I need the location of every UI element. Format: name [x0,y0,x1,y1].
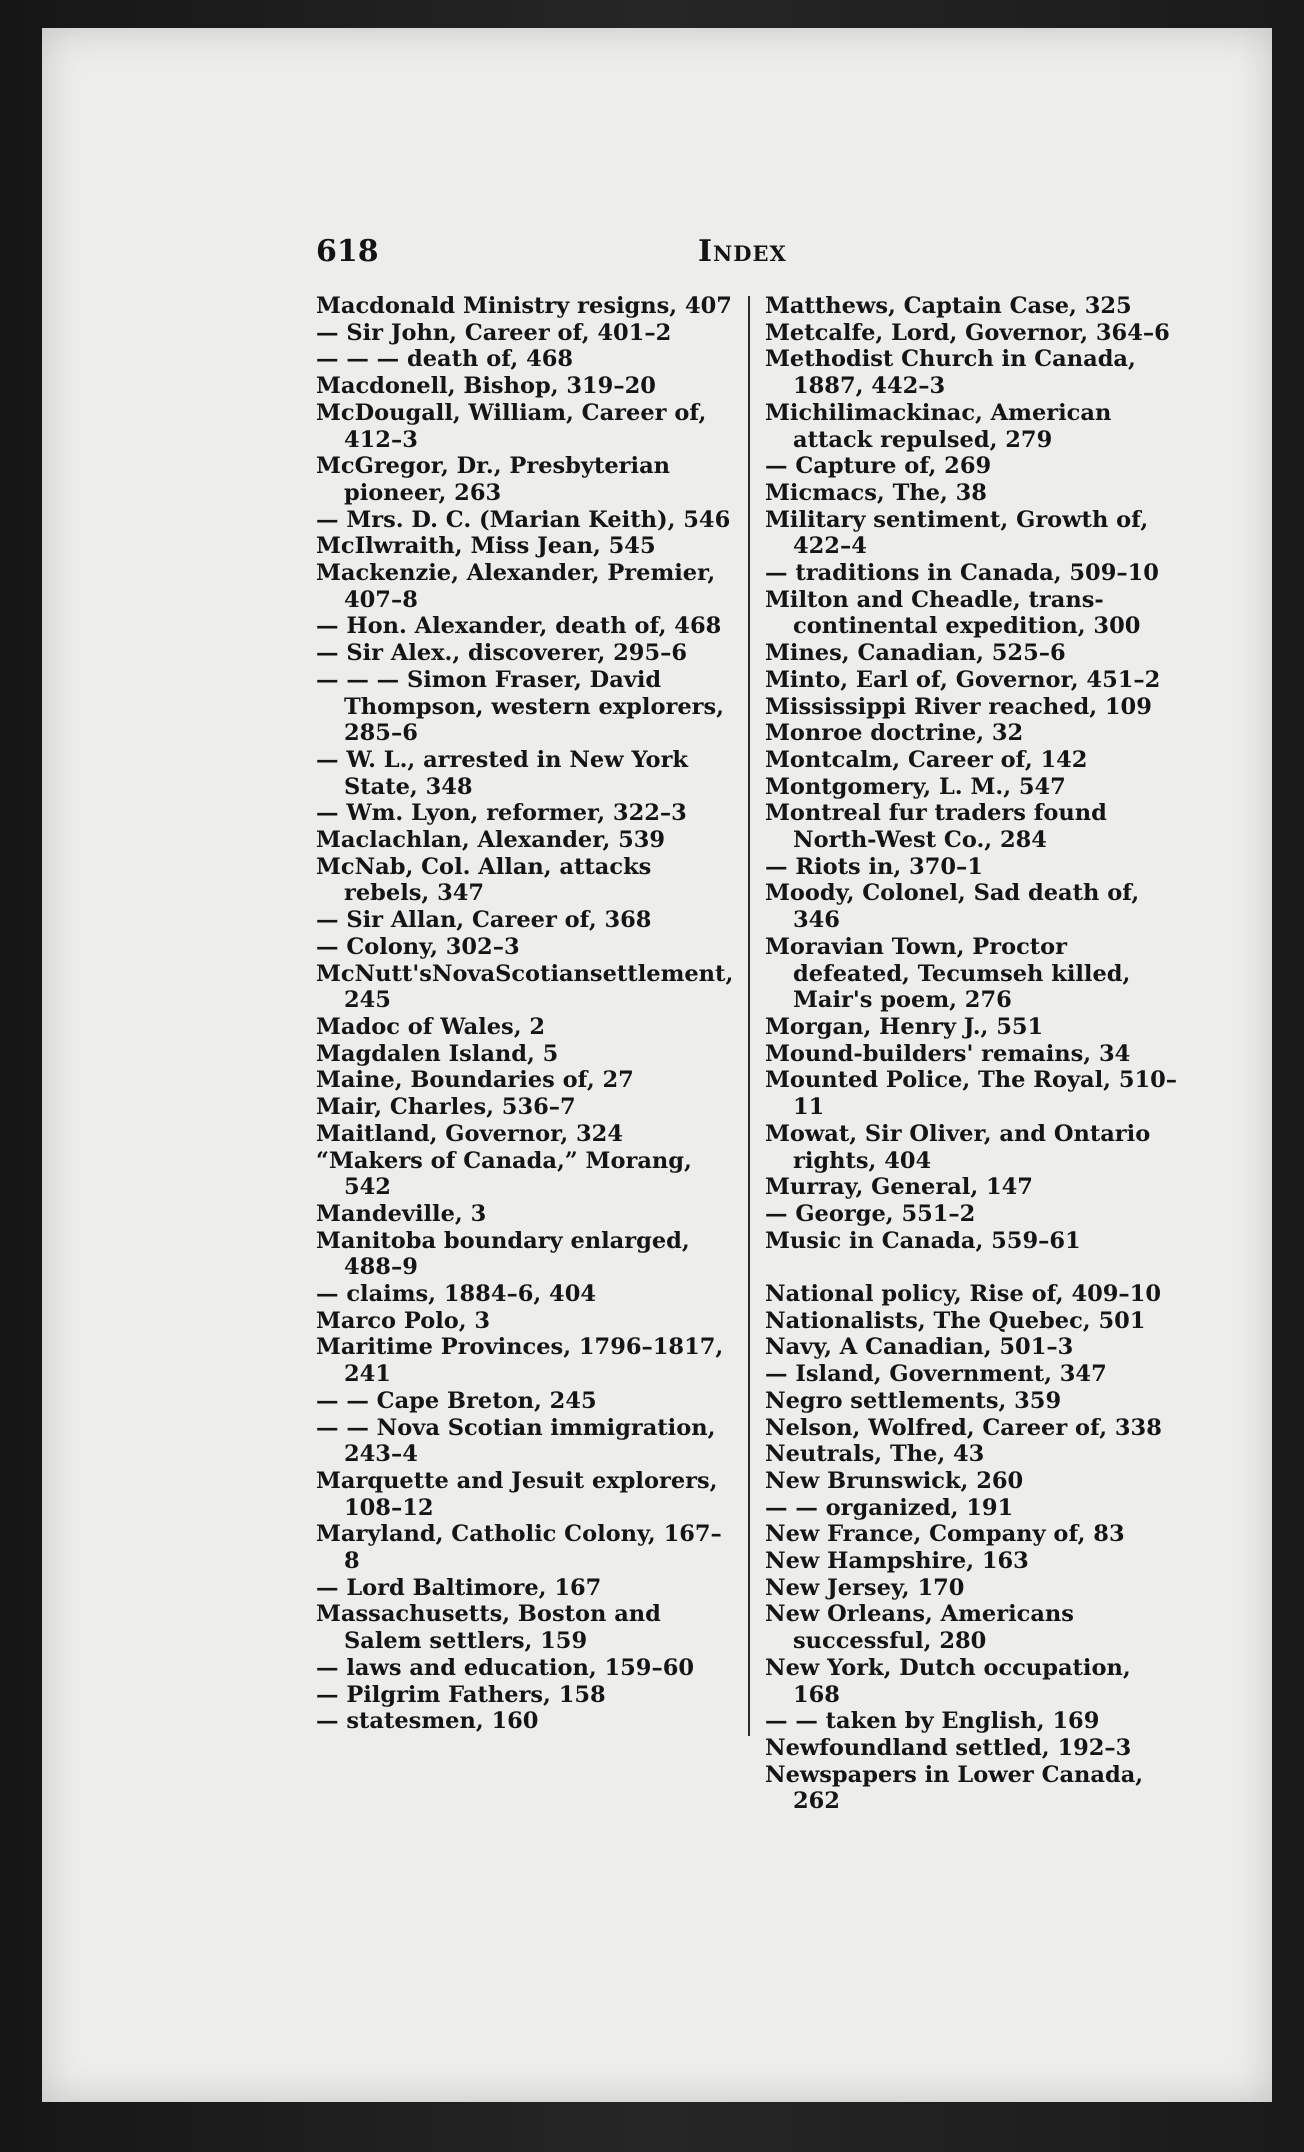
index-entry: New York, Dutch occupation, 168 [765,1654,1131,1708]
index-entry: “Makers of Canada,” Morang, 542 [316,1147,692,1201]
index-entry: Magdalen Island, 5 [316,1040,559,1067]
index-entry: New Hampshire, 163 [765,1548,1029,1575]
index-entry: McDougall, William, Career of, 412–3 [316,399,707,453]
index-entry: Maitland, Governor, 324 [316,1120,623,1147]
index-entry: Mines, Canadian, 525–6 [765,640,1066,667]
index-entry: — Sir Alex., discoverer, 295–6 [316,640,688,667]
index-entry: Navy, A Canadian, 501–3 [765,1334,1074,1361]
index-entry: — — Nova Scotian immigration, 243–4 [316,1414,716,1468]
index-entry: Methodist Church in Canada, 1887, 442–3 [765,346,1136,400]
index-entry: Maine, Boundaries of, 27 [316,1067,634,1094]
index-entry: Music in Canada, 559–61 [765,1227,1081,1254]
index-entry: Marco Polo, 3 [316,1307,491,1334]
index-entry: Montcalm, Career of, 142 [765,746,1088,773]
index-entry: New France, Company of, 83 [765,1521,1125,1548]
index-entry: Macdonell, Bishop, 319–20 [316,373,656,400]
index-entry: Murray, General, 147 [765,1174,1033,1201]
index-entry: Morgan, Henry J., 551 [765,1013,1044,1040]
index-entry: New Brunswick, 260 [765,1467,1024,1494]
index-entry: — Wm. Lyon, reformer, 322–3 [316,800,687,827]
index-entry: — Colony, 302–3 [316,933,520,960]
index-entry: — Hon. Alexander, death of, 468 [316,613,722,640]
page-header [316,234,796,274]
index-entry: — Riots in, 370–1 [765,853,983,880]
index-entry: — Island, Government, 347 [765,1361,1107,1388]
page-number: 618 [316,234,379,269]
index-entry: National policy, Rise of, 409–10 [765,1281,1161,1307]
index-entry: — Mrs. D. C. (Marian Keith), 546 [316,506,731,533]
index-entry: Newfoundland settled, 192–3 [765,1734,1132,1761]
index-entry: New Jersey, 170 [765,1574,965,1601]
index-entry: — Sir John, Career of, 401–2 [316,319,672,346]
index-entry: Michilimackinac, American attack repulsed, 279 [765,399,1112,453]
index-column-right [765,293,1183,1815]
index-entry: — claims, 1884–6, 404 [316,1281,597,1308]
index-entry [765,1254,1183,1281]
index-entry: Manitoba boundary enlarged, 488–9 [316,1227,690,1281]
index-entry: Maritime Provinces, 1796–1817, 241 [316,1334,724,1388]
index-entry: McNab, Col. Allan, attacks rebels, 347 [316,853,652,907]
index-entry: Mississippi River reached, 109 [765,693,1152,720]
index-entry: Maclachlan, Alexander, 539 [316,827,666,854]
index-entry: — statesmen, 160 [316,1708,539,1735]
index-entry: — — organized, 191 [765,1494,1014,1521]
index-entry: Matthews, Captain Case, 325 [765,293,1132,319]
index-entry: McNutt'sNovaScotiansettlement, 245 [316,960,734,1014]
index-entry: Madoc of Wales, 2 [316,1013,546,1040]
index-entry: Negro settlements, 359 [765,1387,1062,1414]
index-entry: Mounted Police, The Royal, 510–11 [765,1067,1178,1121]
index-entry: Nelson, Wolfred, Career of, 338 [765,1414,1162,1441]
index-entry: — — taken by English, 169 [765,1708,1100,1735]
running-head: Index [698,234,787,269]
index-entry: — Sir Allan, Career of, 368 [316,907,652,934]
index-entry: Minto, Earl of, Governor, 451–2 [765,666,1161,693]
index-entry: McIlwraith, Miss Jean, 545 [316,533,656,560]
index-entry: Macdonald Ministry resigns, 407 [316,293,732,319]
index-entry: Neutrals, The, 43 [765,1441,985,1468]
index-entry: Mackenzie, Alexander, Premier, 407–8 [316,560,716,613]
index-entry: Moravian Town, Proctor defeated, Tecumseh killed, Mair's poem, 276 [765,933,1131,1014]
index-entry: — W. L., arrested in New York State, 348 [316,746,689,800]
index-entry: Marquette and Jesuit explorers, 108–12 [316,1467,718,1521]
index-entry: Moody, Colonel, Sad death of, 346 [765,880,1140,934]
index-entry: Mowat, Sir Oliver, and Ontario rights, 404 [765,1120,1151,1174]
index-entry: Mound-builders' remains, 34 [765,1040,1131,1067]
index-entry: Mair, Charles, 536–7 [316,1094,576,1121]
column-divider [748,296,750,1736]
index-entry: Montgomery, L. M., 547 [765,773,1066,800]
index-entry: — George, 551–2 [765,1200,976,1227]
index-entry: Montreal fur traders found North-West Co., 284 [765,800,1107,854]
index-entry: Mandeville, 3 [316,1200,487,1227]
index-entry: New Orleans, Americans successful, 280 [765,1601,1074,1655]
index-column-left [316,293,734,1735]
index-entry: Milton and Cheadle, trans-continental expedition, 300 [765,586,1141,640]
index-entry: — Pilgrim Fathers, 158 [316,1681,606,1708]
index-entry: — laws and education, 159–60 [316,1654,695,1681]
index-entry: Monroe doctrine, 32 [765,720,1024,747]
index-entry: Nationalists, The Quebec, 501 [765,1307,1146,1334]
index-entry: — — Cape Breton, 245 [316,1387,597,1414]
index-entry: Newspapers in Lower Canada, 262 [765,1761,1144,1815]
index-entry: McGregor, Dr., Presbyterian pioneer, 263 [316,453,671,506]
index-entry: Maryland, Catholic Colony, 167–8 [316,1521,722,1575]
index-entry: Micmacs, The, 38 [765,479,987,506]
index-entry: Metcalfe, Lord, Governor, 364–6 [765,319,1170,346]
index-entry: Military sentiment, Growth of, 422–4 [765,506,1149,560]
index-entry: — — — Simon Fraser, David Thompson, western explorers, 285–6 [316,666,724,747]
index-entry: — Lord Baltimore, 167 [316,1574,602,1601]
index-entry: — traditions in Canada, 509–10 [765,560,1159,587]
index-entry: — Capture of, 269 [765,453,992,480]
index-entry: Massachusetts, Boston and Salem settlers, 159 [316,1601,661,1655]
index-entry: — — — death of, 468 [316,346,574,373]
